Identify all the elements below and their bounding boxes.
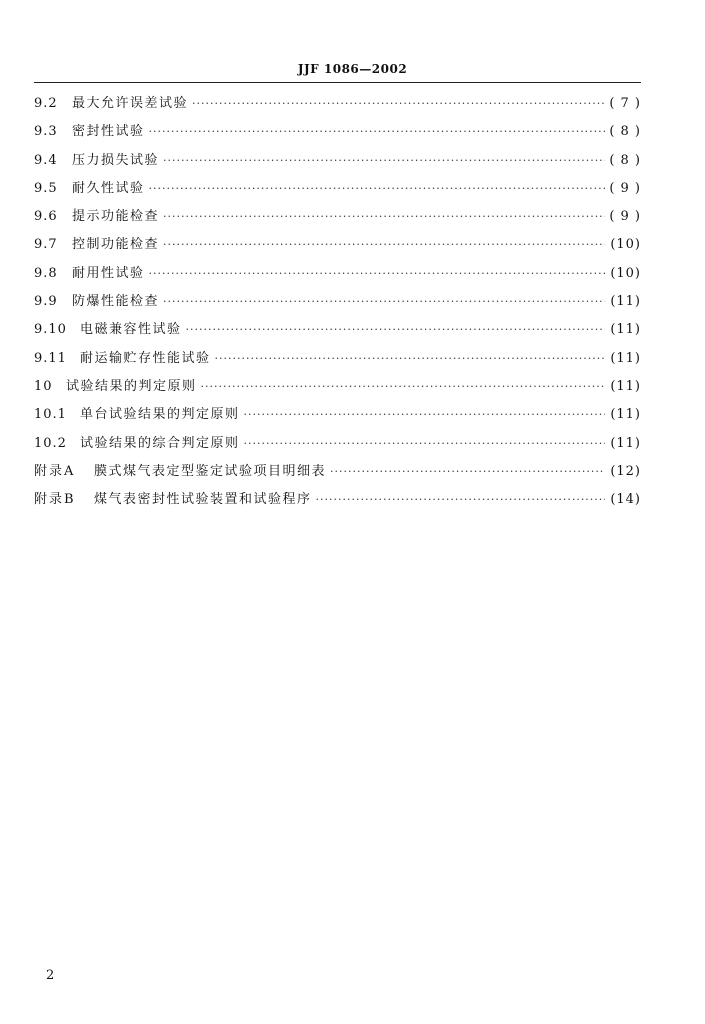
toc-entry-title: 防爆性能检查 — [72, 294, 160, 310]
toc-entry-title: 压力损失试验 — [72, 152, 160, 168]
toc-entry-number: 附录B — [34, 492, 76, 508]
toc-entry-number: 9.2 — [34, 96, 58, 111]
toc-entry[interactable] — [34, 404, 641, 432]
toc-dot-leader — [244, 433, 605, 455]
toc-entry-title: 密封性试验 — [72, 124, 145, 140]
toc-entry-title: 煤气表密封性试验装置和试验程序 — [94, 492, 312, 508]
toc-entry-number: 9.9 — [34, 294, 58, 310]
toc-entry-number: 10 — [34, 378, 53, 394]
toc-dot-leader — [201, 376, 605, 398]
toc-entry-number: 9.6 — [34, 209, 58, 225]
toc-entry[interactable] — [34, 263, 641, 291]
toc-entry[interactable] — [34, 376, 641, 404]
toc-entry-title: 最大允许误差试验 — [72, 96, 189, 111]
toc-entry-number: 9.8 — [34, 265, 58, 281]
toc-entry-page: (10) — [610, 265, 641, 281]
toc-entry-page: (12) — [610, 463, 641, 479]
toc-entry[interactable] — [34, 178, 641, 206]
toc-entry-number: 9.11 — [34, 350, 67, 366]
table-of-contents — [34, 93, 641, 517]
toc-entry-title: 耐久性试验 — [72, 180, 145, 196]
toc-entry[interactable] — [34, 93, 641, 121]
toc-entry-title: 耐运输贮存性能试验 — [80, 350, 211, 366]
toc-entry-title: 电磁兼容性试验 — [80, 322, 182, 338]
header-rule — [34, 82, 641, 83]
toc-entry-title: 提示功能检查 — [72, 209, 160, 225]
toc-entry-number: 9.7 — [34, 237, 58, 253]
page-number: 2 — [46, 968, 55, 983]
toc-entry-title: 控制功能检查 — [72, 237, 160, 253]
toc-entry-number: 10.2 — [34, 435, 67, 451]
toc-entry[interactable] — [34, 234, 641, 262]
toc-entry-page: ( 8 ) — [609, 124, 641, 140]
toc-dot-leader — [149, 263, 605, 285]
toc-dot-leader — [330, 461, 605, 483]
toc-entry[interactable] — [34, 150, 641, 178]
toc-entry-page: (10) — [610, 237, 641, 253]
toc-entry-title: 试验结果的综合判定原则 — [80, 435, 240, 451]
toc-entry-number: 9.4 — [34, 152, 58, 168]
toc-entry[interactable] — [34, 319, 641, 347]
toc-dot-leader — [316, 489, 605, 511]
toc-entry-page: (11) — [610, 322, 641, 338]
toc-dot-leader — [163, 291, 605, 313]
toc-entry[interactable] — [34, 461, 641, 489]
toc-entry[interactable] — [34, 489, 641, 517]
toc-entry-number: 10.1 — [34, 407, 67, 423]
toc-entry[interactable] — [34, 433, 641, 461]
toc-entry[interactable] — [34, 291, 641, 319]
toc-entry-page: (11) — [610, 350, 641, 366]
toc-dot-leader — [163, 206, 605, 228]
toc-dot-leader — [192, 93, 605, 115]
toc-entry-page: (11) — [610, 294, 641, 310]
toc-entry[interactable] — [34, 348, 641, 376]
toc-dot-leader — [149, 178, 605, 200]
toc-entry-title: 单台试验结果的判定原则 — [80, 407, 240, 423]
toc-dot-leader — [215, 348, 605, 370]
toc-entry-title: 耐用性试验 — [72, 265, 145, 281]
toc-entry[interactable] — [34, 121, 641, 149]
toc-entry-number: 9.3 — [34, 124, 58, 140]
toc-entry-page: ( 9 ) — [609, 180, 641, 196]
toc-entry-page: (11) — [610, 407, 641, 423]
toc-dot-leader — [149, 121, 605, 143]
toc-entry-number: 附录A — [34, 463, 76, 479]
toc-entry-page: ( 9 ) — [609, 209, 641, 225]
toc-dot-leader — [163, 150, 605, 172]
toc-dot-leader — [244, 404, 605, 426]
toc-entry-title: 膜式煤气表定型鉴定试验项目明细表 — [94, 463, 327, 479]
toc-dot-leader — [186, 319, 605, 341]
toc-entry-page: ( 8 ) — [609, 152, 641, 168]
toc-entry[interactable] — [34, 206, 641, 234]
toc-entry-page: (14) — [610, 492, 641, 508]
toc-entry-number: 9.5 — [34, 180, 58, 196]
toc-entry-number: 9.10 — [34, 322, 67, 338]
toc-entry-title: 试验结果的判定原则 — [66, 378, 197, 394]
toc-entry-page: (11) — [610, 378, 641, 394]
toc-dot-leader — [163, 234, 605, 256]
toc-entry-page: (11) — [610, 435, 641, 451]
document-code-header: JJF 1086—2002 — [297, 62, 408, 76]
toc-entry-page: ( 7 ) — [609, 96, 641, 111]
